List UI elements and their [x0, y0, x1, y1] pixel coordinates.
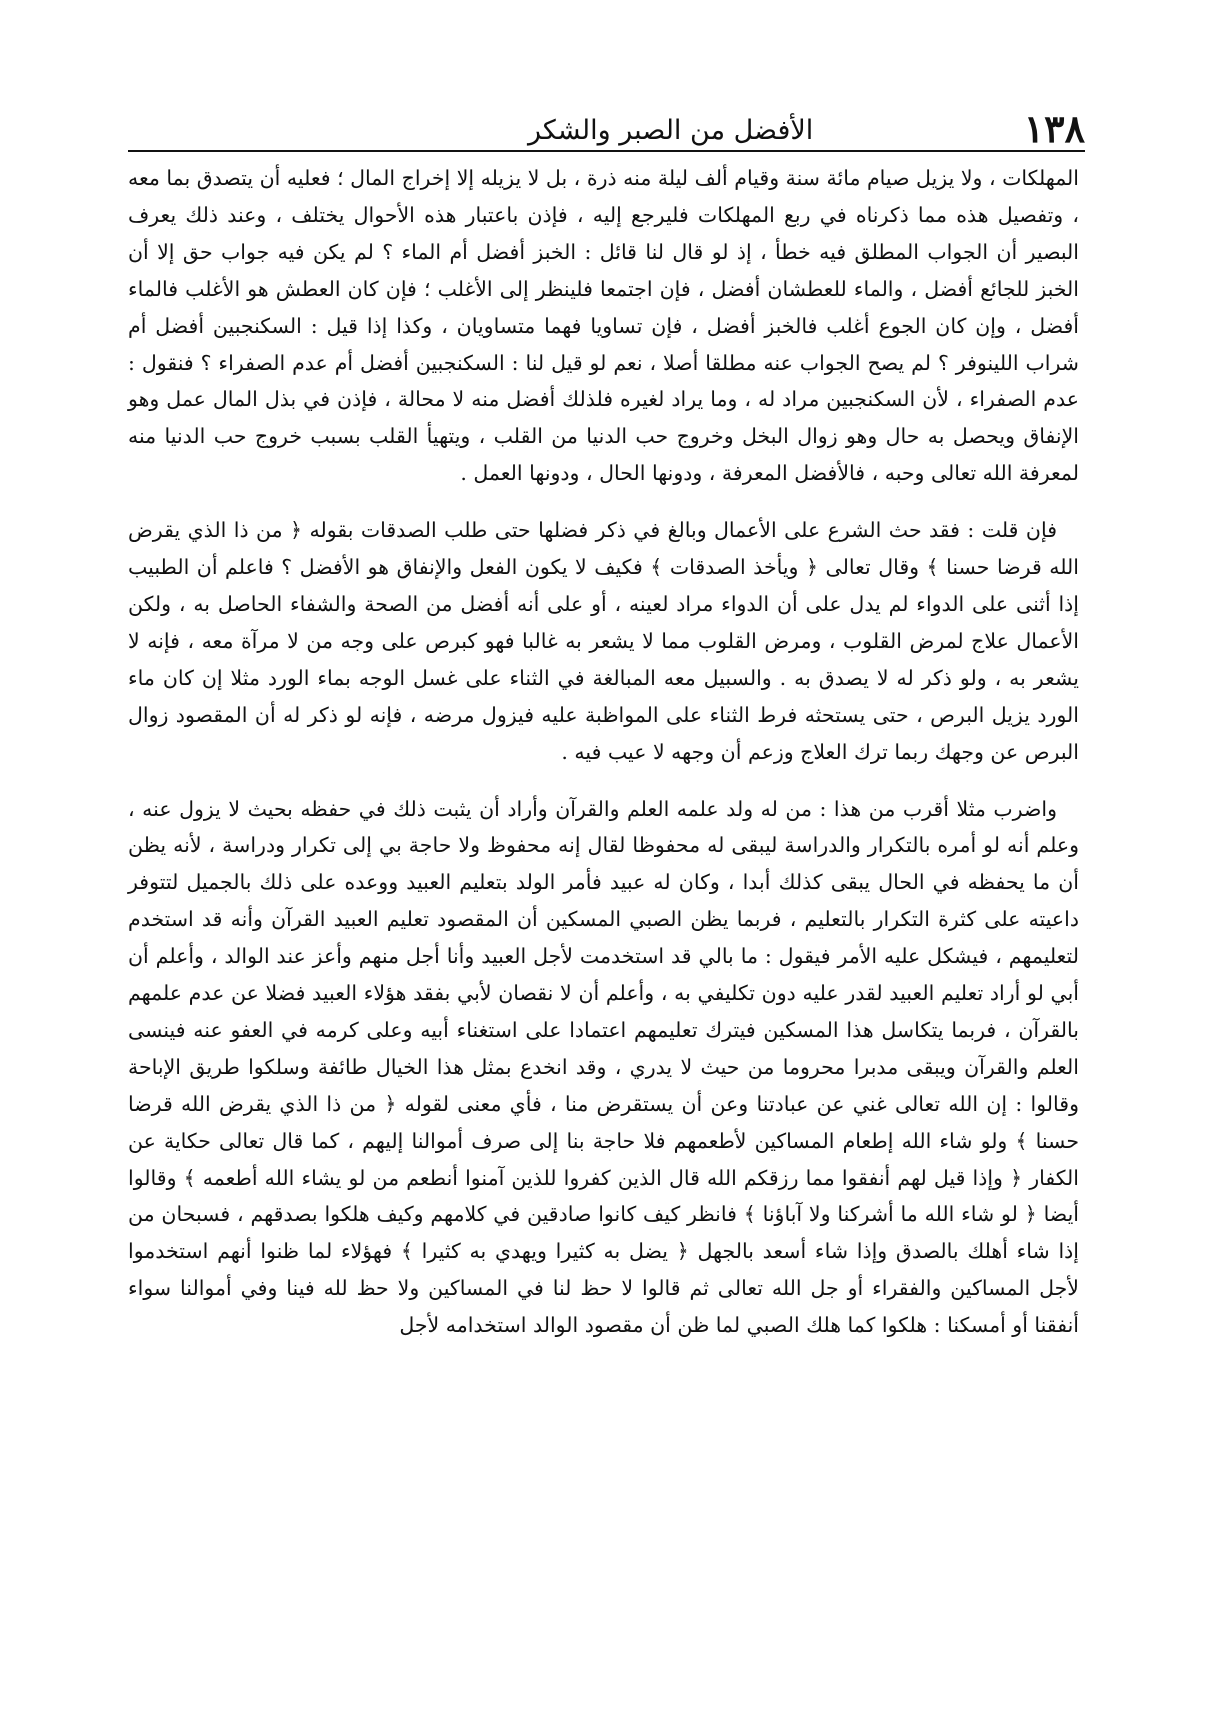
page-header	[128, 100, 1085, 152]
body-text	[128, 160, 1079, 1344]
page-number: ١٣٨	[1023, 106, 1085, 151]
paragraph-text: فإن قلت : فقد حث الشرع على الأعمال وبالغ في ذكر فضلها حتى طلب الصدقات بقوله ﴿ من ذا الذي يقرض الله قرضا حسنا ﴾ وقال تعالى ﴿ ويأخذ الصدقات ﴾ فكيف لا يكون الفعل والإنفاق هو الأفضل ؟ فاعلم أن الطبيب إذا أثنى على الدواء لم يدل على أن الدواء مراد لعينه ، أو على أنه أفضل من الصحة والشفاء الحاصل به ، ولكن الأعمال علاج لمرض القلوب ، ومرض القلوب مما لا يشعر به غالبا فهو كبرص على وجه من لا مرآة معه ، فإنه لا يشعر به ، ولو ذكر له لا يصدق به . والسبيل معه المبالغة في الثناء على غسل الوجه بماء الورد مثلا إن كان ماء الورد يزيل البرص ، حتى يستحثه فرط الثناء على المواظبة عليه فيزول مرضه ، فإنه لو ذكر له أن المقصود زوال البرص عن وجهك ربما ترك العلاج وزعم أن وجهه لا عيب فيه .	[128, 518, 1079, 764]
paragraph-text: المهلكات ، ولا يزيل صيام مائة سنة وقيام ألف ليلة منه ذرة ، بل لا يزيله إلا إخراج المال ؛ فعليه أن يتصدق بما معه ، وتفصيل هذه مما ذكرناه في ربع المهلكات فليرجع إليه ، فإذن باعتبار هذه الأحوال يختلف ، وعند ذلك يعرف البصير أن الجواب المطلق فيه خطأ ، إذ لو قال لنا قائل : الخبز أفضل أم الماء ؟ لم يكن فيه جواب حق إلا أن الخبز للجائع أفضل ، والماء للعطشان أفضل ، فإن اجتمعا فلينظر إلى الأغلب ؛ فإن كان العطش هو الأغلب فالماء أفضل ، وإن كان الجوع أغلب فالخبز أفضل ، فإن تساويا فهما متساويان ، وكذا إذا قيل : السكنجبين أفضل أم شراب اللينوفر ؟ لم يصح الجواب عنه مطلقا أصلا ، نعم لو قيل لنا : السكنجبين أفضل أم عدم الصفراء ؟ فنقول : عدم الصفراء ، لأن السكنجبين مراد له ، وما يراد لغيره فلذلك أفضل منه لا محالة ، فإذن في بذل المال عمل وهو الإنفاق ويحصل به حال وهو زوال البخل وخروج حب الدنيا من القلب ، ويتهيأ القلب بسبب خروج حب الدنيا منه لمعرفة الله تعالى وحبه ، فالأفضل المعرفة ، ودونها الحال ، ودونها العمل .	[128, 166, 1079, 486]
paragraph-text: واضرب مثلا أقرب من هذا : من له ولد علمه العلم والقرآن وأراد أن يثبت ذلك في حفظه بحيث لا يزول عنه ، وعلم أنه لو أمره بالتكرار والدراسة ليبقى له محفوظا لقال إنه محفوظ ولا حاجة بي إلى تكرار ودراسة ، لأنه يظن أن ما يحفظه في الحال يبقى كذلك أبدا ، وكان له عبيد فأمر الولد بتعليم العبيد ووعده على ذلك بالجميل لتتوفر داعيته على كثرة التكرار بالتعليم ، فربما يظن الصبي المسكين أن المقصود تعليم العبيد القرآن وأنه قد استخدم لتعليمهم ، فيشكل عليه الأمر فيقول : ما بالي قد استخدمت لأجل العبيد وأنا أجل منهم وأعز عند الوالد ، وأعلم أن أبي لو أراد تعليم العبيد لقدر عليه دون تكليفي به ، وأعلم أن لا نقصان لأبي بفقد هؤلاء العبيد فضلا عن عدم علمهم بالقرآن ، فربما يتكاسل هذا المسكين فيترك تعليمهم اعتمادا على استغناء أبيه وعلى كرمه في العفو عنه فينسى العلم والقرآن ويبقى مدبرا محروما من حيث لا يدري ، وقد انخدع بمثل هذا الخيال طائفة وسلكوا طريق الإباحة وقالوا : إن الله تعالى غني عن عبادتنا وعن أن يستقرض منا ، فأي معنى لقوله ﴿ من ذا الذي يقرض الله قرضا حسنا ﴾ ولو شاء الله إطعام المساكين لأطعمهم فلا حاجة بنا إلى صرف أموالنا إليهم ، كما قال تعالى حكاية عن الكفار ﴿ وإذا قيل لهم أنفقوا مما رزقكم الله قال الذين كفروا للذين آمنوا أنطعم من لو يشاء الله أطعمه ﴾ وقالوا أيضا ﴿ لو شاء الله ما أشركنا ولا آباؤنا ﴾ فانظر كيف كانوا صادقين في كلامهم وكيف هلكوا بصدقهم ، فسبحان من إذا شاء أهلك بالصدق وإذا شاء أسعد بالجهل ﴿ يضل به كثيرا ويهدي به كثيرا ﴾ فهؤلاء لما ظنوا أنهم استخدموا لأجل المساكين والفقراء أو جل الله تعالى ثم قالوا لا حظ لنا في المساكين ولا حظ لله فينا وفي أموالنا سواء أنفقنا أو أمسكنا : هلكوا كما هلك الصبي لما ظن أن مقصود الوالد استخدامه لأجل	[128, 796, 1079, 1338]
running-title: الأفضل من الصبر والشكر	[528, 115, 814, 146]
paragraph	[128, 512, 1079, 770]
paragraph	[128, 160, 1079, 492]
paragraph	[128, 791, 1079, 1345]
